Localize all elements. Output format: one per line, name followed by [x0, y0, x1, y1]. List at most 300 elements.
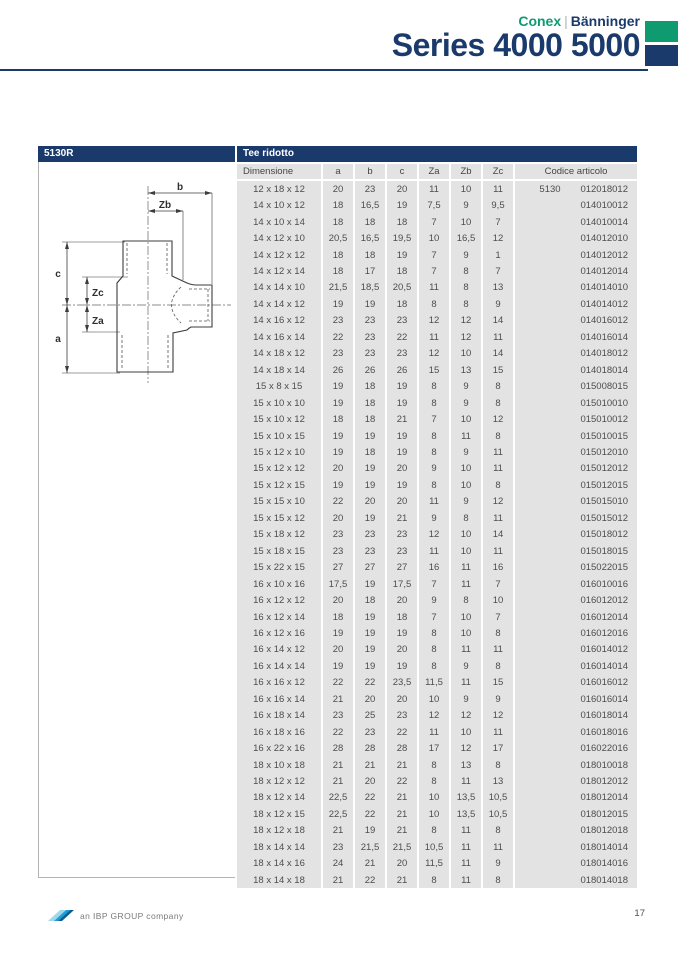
cell-zb: 9	[451, 247, 481, 263]
table-row	[237, 658, 637, 674]
table-row	[237, 708, 637, 724]
cell-za: 11,5	[419, 675, 449, 691]
article-code: 018012018	[580, 825, 628, 837]
cell-zb: 13,5	[451, 806, 481, 822]
cell-zb: 9	[451, 658, 481, 674]
article-code: 015010015	[580, 430, 628, 442]
cell-codice	[515, 263, 637, 279]
cell-za: 7	[419, 411, 449, 427]
cell-zc: 11	[483, 329, 513, 345]
col-header-za: Za	[419, 164, 449, 179]
article-code: 016012016	[580, 627, 628, 639]
arrowhead	[85, 298, 89, 305]
table-row	[237, 510, 637, 526]
cell-b: 17	[355, 263, 385, 279]
cell-za: 8	[419, 378, 449, 394]
cell-codice	[515, 658, 637, 674]
article-code: 018012014	[580, 792, 628, 804]
table-row	[237, 444, 637, 460]
table-row	[237, 543, 637, 559]
arrowhead	[148, 191, 155, 195]
ibp-group-logo-icon	[46, 905, 76, 923]
cell-a: 27	[323, 559, 353, 575]
cell-b: 21	[355, 856, 385, 872]
cell-zb: 11	[451, 773, 481, 789]
cell-za: 11	[419, 494, 449, 510]
table-row	[237, 362, 637, 378]
cell-za: 10	[419, 806, 449, 822]
cell-c: 20,5	[387, 280, 417, 296]
cell-a: 23	[323, 346, 353, 362]
fitting-outline	[117, 241, 212, 372]
cell-codice	[515, 362, 637, 378]
cell-za: 8	[419, 823, 449, 839]
cell-a: 21	[323, 823, 353, 839]
cell-dimensione: 15 x 12 x 10	[237, 444, 321, 460]
cell-a: 21	[323, 773, 353, 789]
cell-c: 22	[387, 329, 417, 345]
brand-banninger: Bänninger	[570, 13, 640, 29]
cell-a: 19	[323, 444, 353, 460]
cell-zc: 8	[483, 395, 513, 411]
cell-b: 27	[355, 559, 385, 575]
cell-za: 9	[419, 592, 449, 608]
cell-dimensione: 16 x 14 x 12	[237, 642, 321, 658]
cell-a: 20	[323, 181, 353, 197]
cell-codice	[515, 872, 637, 888]
cell-za: 11	[419, 543, 449, 559]
cell-codice	[515, 428, 637, 444]
article-code: 018012015	[580, 808, 628, 820]
table-row	[237, 675, 637, 691]
cell-dimensione: 12 x 18 x 12	[237, 181, 321, 197]
spec-table	[237, 146, 637, 888]
cell-b: 19	[355, 510, 385, 526]
article-code: 015010010	[580, 397, 628, 409]
cell-b: 26	[355, 362, 385, 378]
table-row	[237, 494, 637, 510]
cell-zc: 11	[483, 181, 513, 197]
table-row	[237, 592, 637, 608]
cell-za: 7	[419, 576, 449, 592]
cell-zc: 11	[483, 724, 513, 740]
col-header-zb: Zb	[451, 164, 481, 179]
cell-dimensione: 16 x 18 x 14	[237, 708, 321, 724]
article-code: 016010016	[580, 578, 628, 590]
cell-dimensione: 15 x 10 x 12	[237, 411, 321, 427]
cell-dimensione: 18 x 12 x 14	[237, 790, 321, 806]
cell-c: 21	[387, 411, 417, 427]
cell-zb: 8	[451, 296, 481, 312]
arrowhead	[148, 209, 155, 213]
cell-zb: 11	[451, 823, 481, 839]
cell-zc: 7	[483, 214, 513, 230]
cell-c: 21	[387, 823, 417, 839]
cell-zc: 15	[483, 675, 513, 691]
cell-a: 19	[323, 395, 353, 411]
cell-codice	[515, 411, 637, 427]
cell-a: 20	[323, 592, 353, 608]
cell-b: 20	[355, 691, 385, 707]
cell-b: 19	[355, 428, 385, 444]
cell-dimensione: 14 x 16 x 14	[237, 329, 321, 345]
table-row	[237, 790, 637, 806]
arrowhead	[65, 298, 69, 305]
cell-c: 23	[387, 708, 417, 724]
cell-dimensione: 18 x 12 x 15	[237, 806, 321, 822]
cell-zb: 10	[451, 346, 481, 362]
cell-b: 19	[355, 625, 385, 641]
cell-a: 22	[323, 724, 353, 740]
table-row	[237, 806, 637, 822]
cell-dimensione: 15 x 22 x 15	[237, 559, 321, 575]
cell-b: 28	[355, 740, 385, 756]
article-code: 016016012	[580, 677, 628, 689]
cell-dimensione: 15 x 18 x 12	[237, 527, 321, 543]
cell-a: 19	[323, 428, 353, 444]
cell-zb: 8	[451, 263, 481, 279]
cell-codice	[515, 543, 637, 559]
cell-codice	[515, 823, 637, 839]
cell-b: 20	[355, 494, 385, 510]
cell-b: 22	[355, 675, 385, 691]
cell-zc: 14	[483, 313, 513, 329]
cell-zc: 12	[483, 494, 513, 510]
table-body	[237, 181, 637, 888]
cell-c: 19	[387, 395, 417, 411]
cell-codice	[515, 691, 637, 707]
dim-label-b: b	[176, 182, 184, 193]
cell-a: 21,5	[323, 280, 353, 296]
cell-za: 9	[419, 510, 449, 526]
code-prefix: 5130	[539, 183, 561, 195]
cell-c: 18	[387, 609, 417, 625]
cell-a: 21	[323, 757, 353, 773]
cell-dimensione: 14 x 10 x 14	[237, 214, 321, 230]
cell-c: 21	[387, 872, 417, 888]
cell-a: 17,5	[323, 576, 353, 592]
table-row	[237, 378, 637, 394]
cell-codice	[515, 576, 637, 592]
cell-codice	[515, 724, 637, 740]
cell-c: 23	[387, 313, 417, 329]
cell-dimensione: 14 x 12 x 14	[237, 263, 321, 279]
cell-dimensione: 18 x 12 x 18	[237, 823, 321, 839]
cell-za: 8	[419, 625, 449, 641]
cell-zb: 8	[451, 510, 481, 526]
cell-codice	[515, 247, 637, 263]
cell-codice	[515, 609, 637, 625]
table-row	[237, 329, 637, 345]
cell-dimensione: 14 x 14 x 10	[237, 280, 321, 296]
cell-dimensione: 14 x 12 x 10	[237, 230, 321, 246]
cell-zc: 13	[483, 773, 513, 789]
cell-zb: 10	[451, 609, 481, 625]
cell-c: 20	[387, 181, 417, 197]
cell-zb: 10	[451, 724, 481, 740]
article-code: 014018012	[580, 348, 628, 360]
article-code: 014012012	[580, 249, 628, 261]
cell-dimensione: 16 x 18 x 16	[237, 724, 321, 740]
cell-za: 7	[419, 609, 449, 625]
cell-zb: 10	[451, 181, 481, 197]
cell-zb: 13	[451, 757, 481, 773]
cell-a: 18	[323, 197, 353, 213]
cell-codice	[515, 461, 637, 477]
cell-codice	[515, 592, 637, 608]
cell-dimensione: 16 x 12 x 16	[237, 625, 321, 641]
article-code: 015008015	[580, 381, 628, 393]
col-header-b: b	[355, 164, 385, 179]
article-code: 015012015	[580, 479, 628, 491]
cell-zb: 12	[451, 313, 481, 329]
article-code: 016018016	[580, 726, 628, 738]
article-code: 015018012	[580, 529, 628, 541]
cell-zb: 12	[451, 740, 481, 756]
cell-a: 22,5	[323, 806, 353, 822]
cell-zc: 1	[483, 247, 513, 263]
cell-codice	[515, 806, 637, 822]
cell-a: 22	[323, 675, 353, 691]
cell-zb: 13,5	[451, 790, 481, 806]
cell-c: 20	[387, 856, 417, 872]
cell-za: 8	[419, 642, 449, 658]
article-code: 015018015	[580, 545, 628, 557]
cell-c: 19	[387, 477, 417, 493]
cell-a: 19	[323, 378, 353, 394]
cell-zb: 11	[451, 428, 481, 444]
arrowhead	[205, 191, 212, 195]
arrowhead	[85, 325, 89, 332]
cell-za: 7	[419, 247, 449, 263]
cell-zc: 11	[483, 839, 513, 855]
page-number: 17	[634, 908, 645, 919]
article-code: 014010014	[580, 216, 628, 228]
cell-b: 25	[355, 708, 385, 724]
cell-zb: 11	[451, 675, 481, 691]
cell-b: 19	[355, 823, 385, 839]
cell-b: 18	[355, 378, 385, 394]
cell-a: 22	[323, 329, 353, 345]
cell-dimensione: 16 x 12 x 12	[237, 592, 321, 608]
cell-b: 21	[355, 757, 385, 773]
cell-za: 12	[419, 708, 449, 724]
table-row	[237, 280, 637, 296]
cell-zc: 11	[483, 543, 513, 559]
table-row	[237, 181, 637, 197]
cell-zb: 11	[451, 559, 481, 575]
cell-codice	[515, 346, 637, 362]
article-code: 016012014	[580, 611, 628, 623]
table-row	[237, 740, 637, 756]
table-row	[237, 576, 637, 592]
cell-za: 11	[419, 280, 449, 296]
cell-dimensione: 15 x 15 x 10	[237, 494, 321, 510]
cell-c: 20	[387, 592, 417, 608]
cell-za: 7,5	[419, 197, 449, 213]
cell-zc: 11	[483, 510, 513, 526]
cell-zc: 8	[483, 823, 513, 839]
article-code: 018010018	[580, 759, 628, 771]
cell-za: 10,5	[419, 839, 449, 855]
article-code: 014014012	[580, 298, 628, 310]
col-header-codice: Codice articolo	[515, 164, 637, 179]
cell-zb: 9	[451, 378, 481, 394]
dim-label-za: Za	[92, 316, 104, 327]
cell-dimensione: 14 x 10 x 12	[237, 197, 321, 213]
cell-codice	[515, 773, 637, 789]
cell-dimensione: 18 x 10 x 18	[237, 757, 321, 773]
cell-za: 7	[419, 214, 449, 230]
article-code: 015015012	[580, 512, 628, 524]
cell-zb: 10	[451, 477, 481, 493]
cell-za: 10	[419, 230, 449, 246]
arrowhead	[85, 305, 89, 312]
cell-b: 23	[355, 543, 385, 559]
table-row	[237, 609, 637, 625]
cell-c: 22	[387, 724, 417, 740]
cell-zb: 8	[451, 592, 481, 608]
cell-a: 20,5	[323, 230, 353, 246]
cell-b: 19	[355, 477, 385, 493]
cell-codice	[515, 197, 637, 213]
cell-b: 21,5	[355, 839, 385, 855]
cell-za: 12	[419, 346, 449, 362]
article-code: 016012012	[580, 595, 628, 607]
cell-zc: 17	[483, 740, 513, 756]
cell-za: 8	[419, 395, 449, 411]
article-code: 015015010	[580, 496, 628, 508]
cell-a: 23	[323, 839, 353, 855]
header-rule	[0, 69, 648, 71]
cell-b: 19	[355, 576, 385, 592]
table-row	[237, 642, 637, 658]
cell-zb: 11	[451, 872, 481, 888]
cell-dimensione: 15 x 10 x 15	[237, 428, 321, 444]
cell-dimensione: 18 x 14 x 16	[237, 856, 321, 872]
cell-b: 23	[355, 181, 385, 197]
arrowhead	[85, 277, 89, 284]
cell-b: 18,5	[355, 280, 385, 296]
cell-a: 23	[323, 313, 353, 329]
cell-dimensione: 18 x 14 x 18	[237, 872, 321, 888]
cell-c: 20	[387, 494, 417, 510]
cell-zc: 11	[483, 461, 513, 477]
cell-zc: 11	[483, 444, 513, 460]
table-row	[237, 247, 637, 263]
cell-dimensione: 14 x 18 x 14	[237, 362, 321, 378]
cell-dimensione: 16 x 22 x 16	[237, 740, 321, 756]
cell-zc: 9	[483, 856, 513, 872]
cell-codice	[515, 214, 637, 230]
cell-za: 11	[419, 329, 449, 345]
cell-a: 19	[323, 477, 353, 493]
cell-za: 7	[419, 263, 449, 279]
cell-a: 19	[323, 625, 353, 641]
cell-codice	[515, 757, 637, 773]
cell-zb: 9	[451, 494, 481, 510]
cell-a: 28	[323, 740, 353, 756]
col-header-dimensione: Dimensione	[237, 164, 321, 179]
cell-b: 19	[355, 461, 385, 477]
cell-zc: 8	[483, 625, 513, 641]
cell-c: 18	[387, 296, 417, 312]
cell-a: 18	[323, 263, 353, 279]
cell-codice	[515, 395, 637, 411]
cell-a: 24	[323, 856, 353, 872]
cell-zc: 13	[483, 280, 513, 296]
cell-zc: 8	[483, 378, 513, 394]
arrowhead	[65, 305, 69, 312]
cell-codice	[515, 625, 637, 641]
cell-zc: 15	[483, 362, 513, 378]
cell-codice	[515, 510, 637, 526]
cell-b: 23	[355, 346, 385, 362]
cell-c: 23	[387, 543, 417, 559]
cell-zb: 9	[451, 197, 481, 213]
article-code: 015022015	[580, 562, 628, 574]
product-code-bar: 5130R	[38, 146, 235, 162]
table-row	[237, 823, 637, 839]
cell-c: 19	[387, 658, 417, 674]
cell-b: 19	[355, 642, 385, 658]
cell-za: 11,5	[419, 856, 449, 872]
table-row	[237, 197, 637, 213]
cell-zb: 10	[451, 461, 481, 477]
cell-zc: 14	[483, 527, 513, 543]
article-code: 015012010	[580, 446, 628, 458]
cell-codice	[515, 559, 637, 575]
cell-dimensione: 15 x 8 x 15	[237, 378, 321, 394]
article-code: 014016014	[580, 331, 628, 343]
cell-b: 22	[355, 872, 385, 888]
arrowhead	[176, 209, 183, 213]
cell-codice	[515, 230, 637, 246]
dim-label-a: a	[55, 334, 61, 345]
cell-a: 21	[323, 691, 353, 707]
table-row	[237, 313, 637, 329]
table-row	[237, 230, 637, 246]
cell-za: 12	[419, 527, 449, 543]
cell-za: 8	[419, 757, 449, 773]
table-row	[237, 559, 637, 575]
cell-zc: 12	[483, 230, 513, 246]
cell-dimensione: 14 x 12 x 12	[237, 247, 321, 263]
cell-codice	[515, 839, 637, 855]
cell-c: 28	[387, 740, 417, 756]
cell-c: 19	[387, 378, 417, 394]
cell-dimensione: 16 x 12 x 14	[237, 609, 321, 625]
cell-codice	[515, 856, 637, 872]
cell-zb: 10	[451, 543, 481, 559]
cell-za: 16	[419, 559, 449, 575]
cell-b: 18	[355, 411, 385, 427]
cell-c: 21	[387, 510, 417, 526]
cell-dimensione: 14 x 16 x 12	[237, 313, 321, 329]
col-header-c: c	[387, 164, 417, 179]
cell-b: 22	[355, 790, 385, 806]
cell-zc: 12	[483, 708, 513, 724]
cell-c: 19	[387, 625, 417, 641]
cell-za: 8	[419, 872, 449, 888]
article-code: 014016012	[580, 315, 628, 327]
cell-c: 17,5	[387, 576, 417, 592]
cell-c: 23	[387, 346, 417, 362]
cell-zc: 11	[483, 642, 513, 658]
cell-codice	[515, 642, 637, 658]
cell-codice	[515, 378, 637, 394]
cell-dimensione: 15 x 12 x 12	[237, 461, 321, 477]
